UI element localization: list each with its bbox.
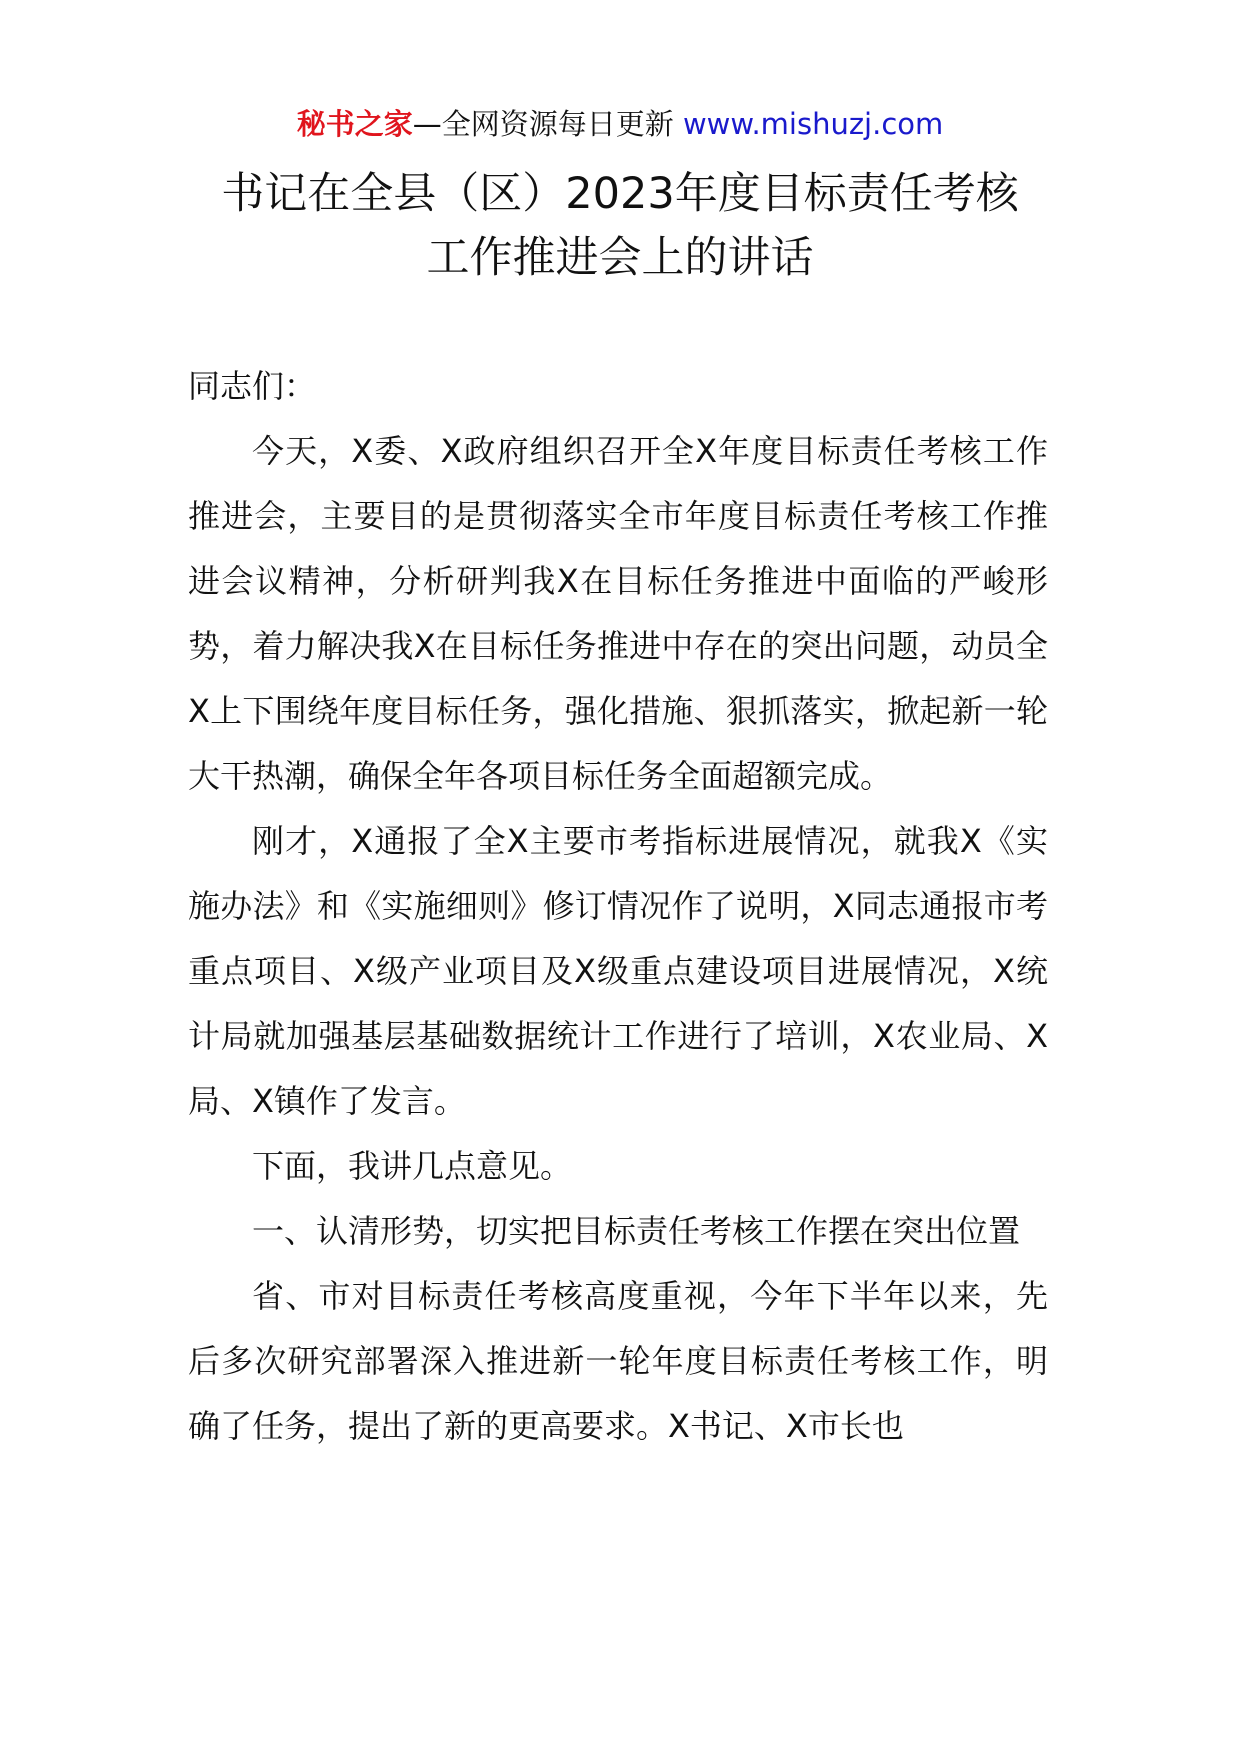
site-tagline: —全网资源每日更新	[412, 107, 674, 141]
brand-name: 秘书之家	[296, 107, 413, 141]
paragraph-2: 刚才，X通报了全X主要市考指标进展情况，就我X《实施办法》和《实施细则》修订情况作了说明，X同志通报市考重点项目、X级产业项目及X级重点建设项目进展情况，X统计局就加强基层基础数据统计工作进行了培训，X农业局、X局、X镇作了发言。	[188, 822, 1048, 1120]
section-heading-1: 一、认清形势，切实把目标责任考核工作摆在突出位置	[252, 1212, 1021, 1250]
paragraph-4: 省、市对目标责任考核高度重视，今年下半年以来，先后多次研究部署深入推进新一轮年度目标责任考核工作，明确了任务，提出了新的更高要求。X书记、X市长也	[188, 1277, 1048, 1445]
paragraph-1: 今天，X委、X政府组织召开全X年度目标责任考核工作推进会，主要目的是贯彻落实全市年度目标责任考核工作推进会议精神，分析研判我X在目标任务推进中面临的严峻形势，着力解决我X在目标任务推进中存在的突出问题，动员全X上下围绕年度目标任务，强化措施、狠抓落实，掀起新一轮大干热潮，确保全年各项目标任务全面超额完成。	[188, 432, 1048, 795]
document-body	[188, 354, 1048, 1459]
title-line-2: 工作推进会上的讲话	[426, 233, 814, 283]
site-header	[0, 100, 1240, 148]
paragraph-3: 下面，我讲几点意见。	[252, 1147, 573, 1185]
site-url-link[interactable]: www.mishuzj.com	[682, 107, 944, 141]
document-title	[120, 162, 1120, 290]
salutation: 同志们：	[188, 367, 317, 405]
title-line-1: 书记在全县（区）2023年度目标责任考核	[221, 169, 1019, 219]
